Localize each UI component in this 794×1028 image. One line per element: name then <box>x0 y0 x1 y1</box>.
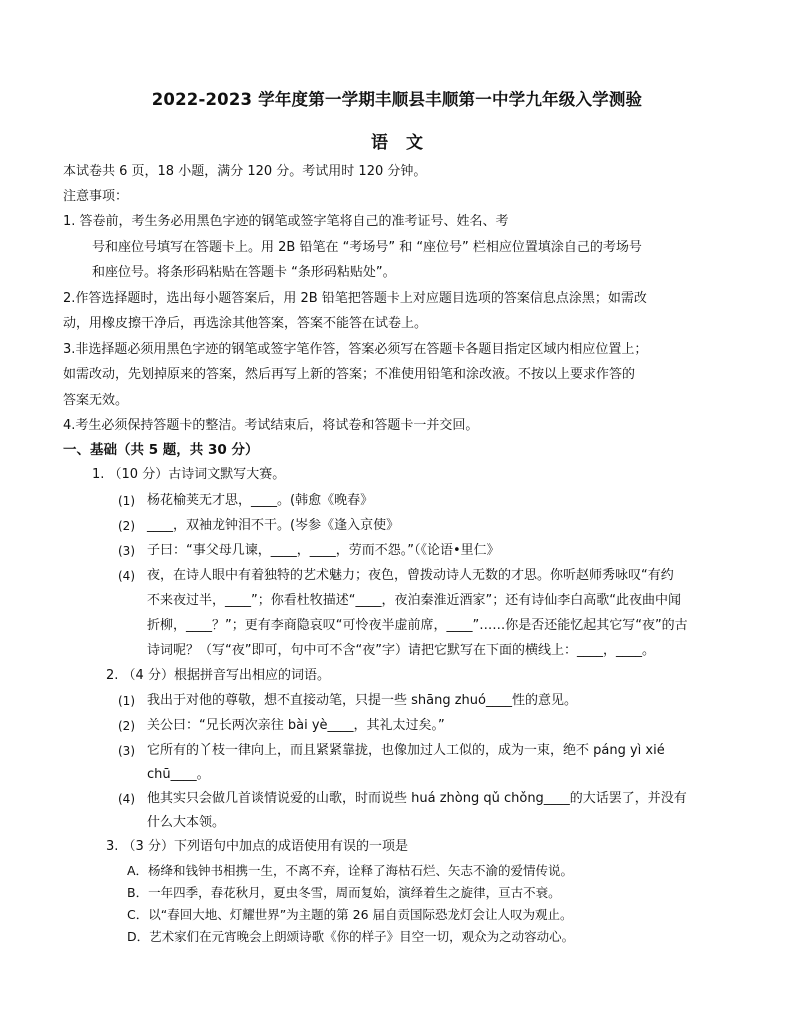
notice-3-line-1: 3.非选择题必须用黑色字迹的钢笔或签字笔作答，答案必须写在答题卡各题目指定区域内相应位置上； <box>63 342 648 357</box>
question-3-option-b: B．一年四季，春花秋月，夏虫冬雪，周而复始，演绎着生之旋律，亘古不衰。 <box>127 885 561 900</box>
notice-1-line-3: 和座位号。将条形码粘贴在答题卡 “条形码粘贴处”。 <box>92 265 396 280</box>
question-2-stem: 2. （4 分）根据拼音写出相应的词语。 <box>106 668 330 683</box>
question-3-option-a: A．杨绛和钱钟书相携一生，不离不弃，诠释了海枯石烂、矢志不渝的爱情传说。 <box>127 863 574 878</box>
question-1-item-text: 子曰：“事父母几谏，____，____，劳而不怨。”（《论语•里仁》 <box>147 543 500 558</box>
question-1-item-text: ____，双袖龙钟泪不干。(岑参《逢入京使》 <box>147 518 400 533</box>
notice-2-line-1: 2.作答选择题时，选出每小题答案后，用 2B 铅笔把答题卡上对应题目选项的答案信息点涂黑；如需改 <box>63 291 647 306</box>
question-2-item-number: (2) <box>118 719 135 733</box>
question-3-stem: 3. （3 分）下列语句中加点的成语使用有误的一项是 <box>106 839 408 854</box>
question-1-item-4-cont: 折柳，____？”；更有李商隐哀叹“可怜夜半虚前席，____”……你是否还能忆起其它写“夜”的古 <box>147 618 688 633</box>
question-1-stem: 1. （10 分）古诗词文默写大赛。 <box>92 467 286 482</box>
question-1-item-text: 杨花榆荚无才思，____。(韩愈《晚春》 <box>147 493 374 508</box>
notice-3-line-2: 如需改动，先划掉原来的答案，然后再写上新的答案；不准使用铅笔和涂改液。不按以上要求作答的 <box>63 367 636 382</box>
question-1-item-number: (2) <box>118 519 135 533</box>
question-2-item-number: (4) <box>118 792 135 806</box>
section-heading: 一、基础（共 5 题，共 30 分） <box>63 442 259 458</box>
question-1-item-number: (3) <box>118 544 135 558</box>
question-3-option-d: D．艺术家们在元宵晚会上朗颂诗歌《你的样子》目空一切，观众为之动容动心。 <box>127 929 575 944</box>
question-2-item-4-cont: 什么大本领。 <box>147 815 226 830</box>
subject-title: 语文 <box>371 133 441 153</box>
question-2-item-text: 他其实只会做几首谈情说爱的山歌，时而说些 huá zhòng qǔ chǒng____的大话罢了，并没有 <box>147 791 687 806</box>
notice-1-line-1: 1. 答卷前，考生务必用黑色字迹的钢笔或签字笔将自己的准考证号、姓名、考 <box>63 214 509 229</box>
question-1-item-4-cont: 诗词呢？（写“夜”即可，句中可不含“夜”字）请把它默写在下面的横线上：____，____。 <box>147 643 655 658</box>
question-1-item-number: (1) <box>118 494 135 508</box>
question-2-item-number: (1) <box>118 694 135 708</box>
notice-1-line-2: 号和座位号填写在答题卡上。用 2B 铅笔在 “考场号” 和 “座位号” 栏相应位置填涂自己的考场号 <box>92 240 642 255</box>
question-2-item-text: 我出于对他的尊敬，想不直接动笔，只提一些 shāng zhuó____性的意见。 <box>147 693 577 708</box>
question-2-item-text: 关公曰：“兄长两次亲往 bài yè____，其礼太过矣。” <box>147 718 445 733</box>
question-2-item-text: 它所有的丫枝一律向上，而且紧紧靠拢，也像加过人工似的，成为一束，绝不 páng yì xié <box>147 743 665 758</box>
question-2-item-3-cont: chū____。 <box>147 767 210 782</box>
notice-title: 注意事项： <box>63 189 129 204</box>
question-1-item-4-cont: 不来夜过半，____”；你看杜牧描述“____，夜泊秦淮近酒家”；还有诗仙李白高歌“此夜曲中闻 <box>147 593 681 608</box>
exam-title: 2022-2023 学年度第一学期丰顺县丰顺第一中学九年级入学测验 <box>151 90 643 109</box>
notice-3-line-3: 答案无效。 <box>63 393 129 408</box>
question-1-item-text: 夜，在诗人眼中有着独特的艺术魅力；夜色，曾拨动诗人无数的才思。你听赵师秀咏叹“有约 <box>147 568 674 583</box>
question-1-item-number: (4) <box>118 569 135 583</box>
question-3-option-c: C．以“春回大地、灯耀世界”为主题的第 26 届自贡国际恐龙灯会让人叹为观止。 <box>127 907 573 922</box>
question-2-item-number: (3) <box>118 744 135 758</box>
exam-info: 本试卷共 6 页，18 小题，满分 120 分。考试用时 120 分钟。 <box>63 164 427 179</box>
notice-4: 4.考生必须保持答题卡的整洁。考试结束后，将试卷和答题卡一并交回。 <box>63 418 479 433</box>
notice-2-line-2: 动，用橡皮擦干净后，再选涂其他答案，答案不能答在试卷上。 <box>63 316 428 331</box>
